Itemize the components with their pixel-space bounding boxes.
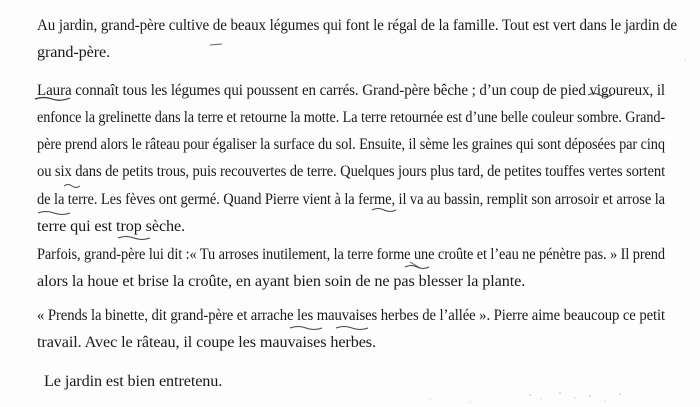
wavy-underline-la-terre xyxy=(38,212,70,215)
text-line-4: enfonce la grelinette dans la terre et retourne la motte. La terre retournée est d’une belle couleur sombre. Grand- xyxy=(37,108,666,126)
text-line-5: père prend alors le râteau pour égaliser la surface du sol. Ensuite, il sème les graines qui sont déposées par cinq xyxy=(37,135,665,153)
text-line-11: « Prends la binette, dit grand-père et arrache les mauvaises herbes de l’allée ». Pierre aime beaucoup ce petit xyxy=(37,306,666,324)
wavy-underline-binette xyxy=(290,327,322,330)
tick-mark-top xyxy=(210,44,222,45)
text-line-10: alors la houe et brise la croûte, en ayant bien soin de ne pas blesser la plante. xyxy=(37,272,526,290)
text-line-2: grand-père. xyxy=(37,43,111,61)
text-line-12: travail. Avec le râteau, il coupe les mauvaises herbes. xyxy=(37,333,376,351)
text-line-7: de la terre. Les fèves ont germé. Quand Pierre vient à la ferme, il va au bassin, remplit son arrosoir et arrose la xyxy=(37,190,665,208)
text-line-13: Le jardin est bien entretenu. xyxy=(44,372,223,390)
wavy-underline-une xyxy=(405,266,429,269)
text-line-6: ou six dans de petits trous, puis recouvertes de terre. Quelques jours plus tard, de petites touffes vertes sortent xyxy=(37,162,666,180)
text-line-8: terre qui est trop sèche. xyxy=(37,217,186,235)
wavy-underline-herbes xyxy=(336,327,368,330)
text-line-9: Parfois, grand-père lui dit :« Tu arroses inutilement, la terre forme une croûte et l’eau ne pénètre pas. » Il prend xyxy=(37,245,665,263)
wavy-underline-sol xyxy=(64,185,80,188)
wavy-underline-trop xyxy=(118,237,150,240)
text-line-3: Laura connaît tous les légumes qui poussent en carrés. Grand-père bêche ; d’un coup de pied vigoureux, il xyxy=(37,81,666,99)
text-line-1: Au jardin, grand-père cultive de beaux légumes qui font le régal de la famille. Tout est vert dans le jardin de xyxy=(37,16,677,34)
